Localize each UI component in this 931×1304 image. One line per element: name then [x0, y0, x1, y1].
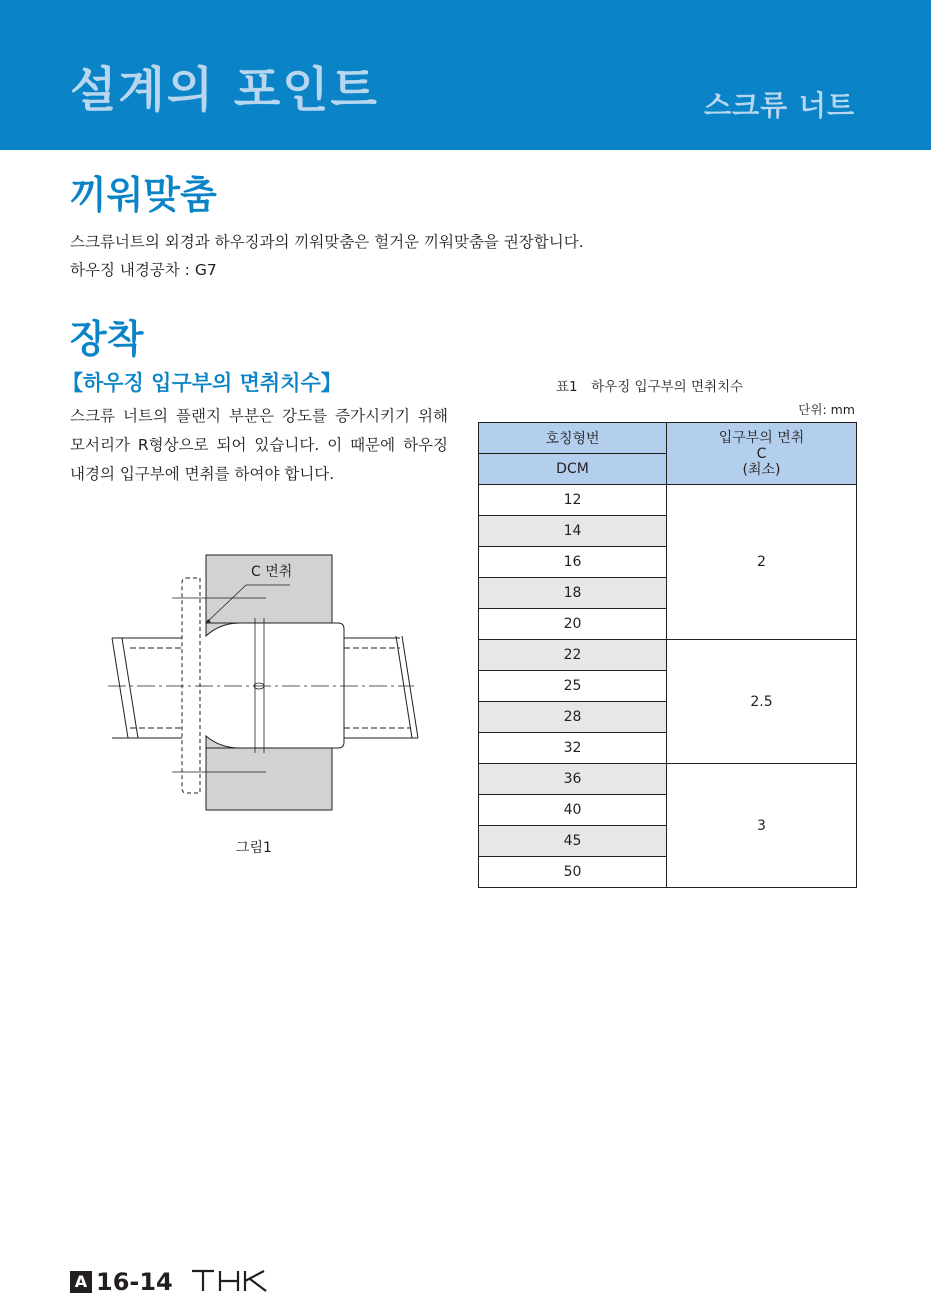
page-header — [0, 0, 931, 150]
chamfer-label: C 면취 — [251, 564, 293, 580]
table-cell-model: 22 — [479, 640, 667, 671]
chamfer-table — [478, 422, 857, 888]
table-cell-chamfer: 2.5 — [667, 640, 857, 764]
col-header-chamfer-line2: C — [756, 445, 767, 462]
table-cell-chamfer: 2 — [667, 485, 857, 640]
section-badge: A — [70, 1271, 92, 1293]
mount-description: 스크류 너트의 플랜지 부분은 강도를 증가시키기 위해 모서리가 R형상으로 되어 있습니다. 이 때문에 하우징 내경의 입구부에 면취를 하여야 합니다. — [70, 407, 448, 483]
table-cell-model: 40 — [479, 795, 667, 826]
table-cell-model: 20 — [479, 609, 667, 640]
col-header-model: 호칭형번 — [479, 423, 667, 454]
figure-caption: 그림1 — [236, 840, 272, 856]
table-cell-model: 14 — [479, 516, 667, 547]
col-header-chamfer — [667, 423, 857, 485]
col-header-chamfer-line3: (최소) — [742, 461, 781, 478]
housing-tolerance: 하우징 내경공차 : G7 — [70, 261, 217, 279]
table-cell-model: 16 — [479, 547, 667, 578]
header-title: 설계의 포인트 — [70, 62, 379, 118]
table-cell-model: 45 — [479, 826, 667, 857]
table-cell-model: 18 — [479, 578, 667, 609]
thk-logo — [190, 1268, 274, 1294]
table-unit: 단위: mm — [798, 402, 855, 417]
table-cell-model: 25 — [479, 671, 667, 702]
table-cell-model: 36 — [479, 764, 667, 795]
subheading-chamfer: 【하우징 입구부의 면취치수】 — [62, 371, 342, 395]
table-cell-model: 28 — [479, 702, 667, 733]
col-header-dcm: DCM — [479, 454, 667, 485]
header-subtitle: 스크류 너트 — [704, 89, 855, 122]
table-title: 표1 하우징 입구부의 면취치수 — [556, 379, 744, 395]
fit-description: 스크류너트의 외경과 하우징과의 끼워맞춤은 헐거운 끼워맞춤을 권장합니다. — [70, 233, 584, 251]
table-cell-chamfer: 3 — [667, 764, 857, 888]
page-number: 16-14 — [96, 1268, 173, 1296]
col-header-chamfer-line1: 입구부의 면취 — [718, 429, 805, 446]
table-cell-model: 12 — [479, 485, 667, 516]
table-cell-model: 32 — [479, 733, 667, 764]
chamfer-figure — [100, 548, 430, 818]
table-cell-model: 50 — [479, 857, 667, 888]
section-heading-fit: 끼워맞춤 — [70, 173, 217, 217]
section-heading-mount: 장착 — [70, 317, 144, 361]
